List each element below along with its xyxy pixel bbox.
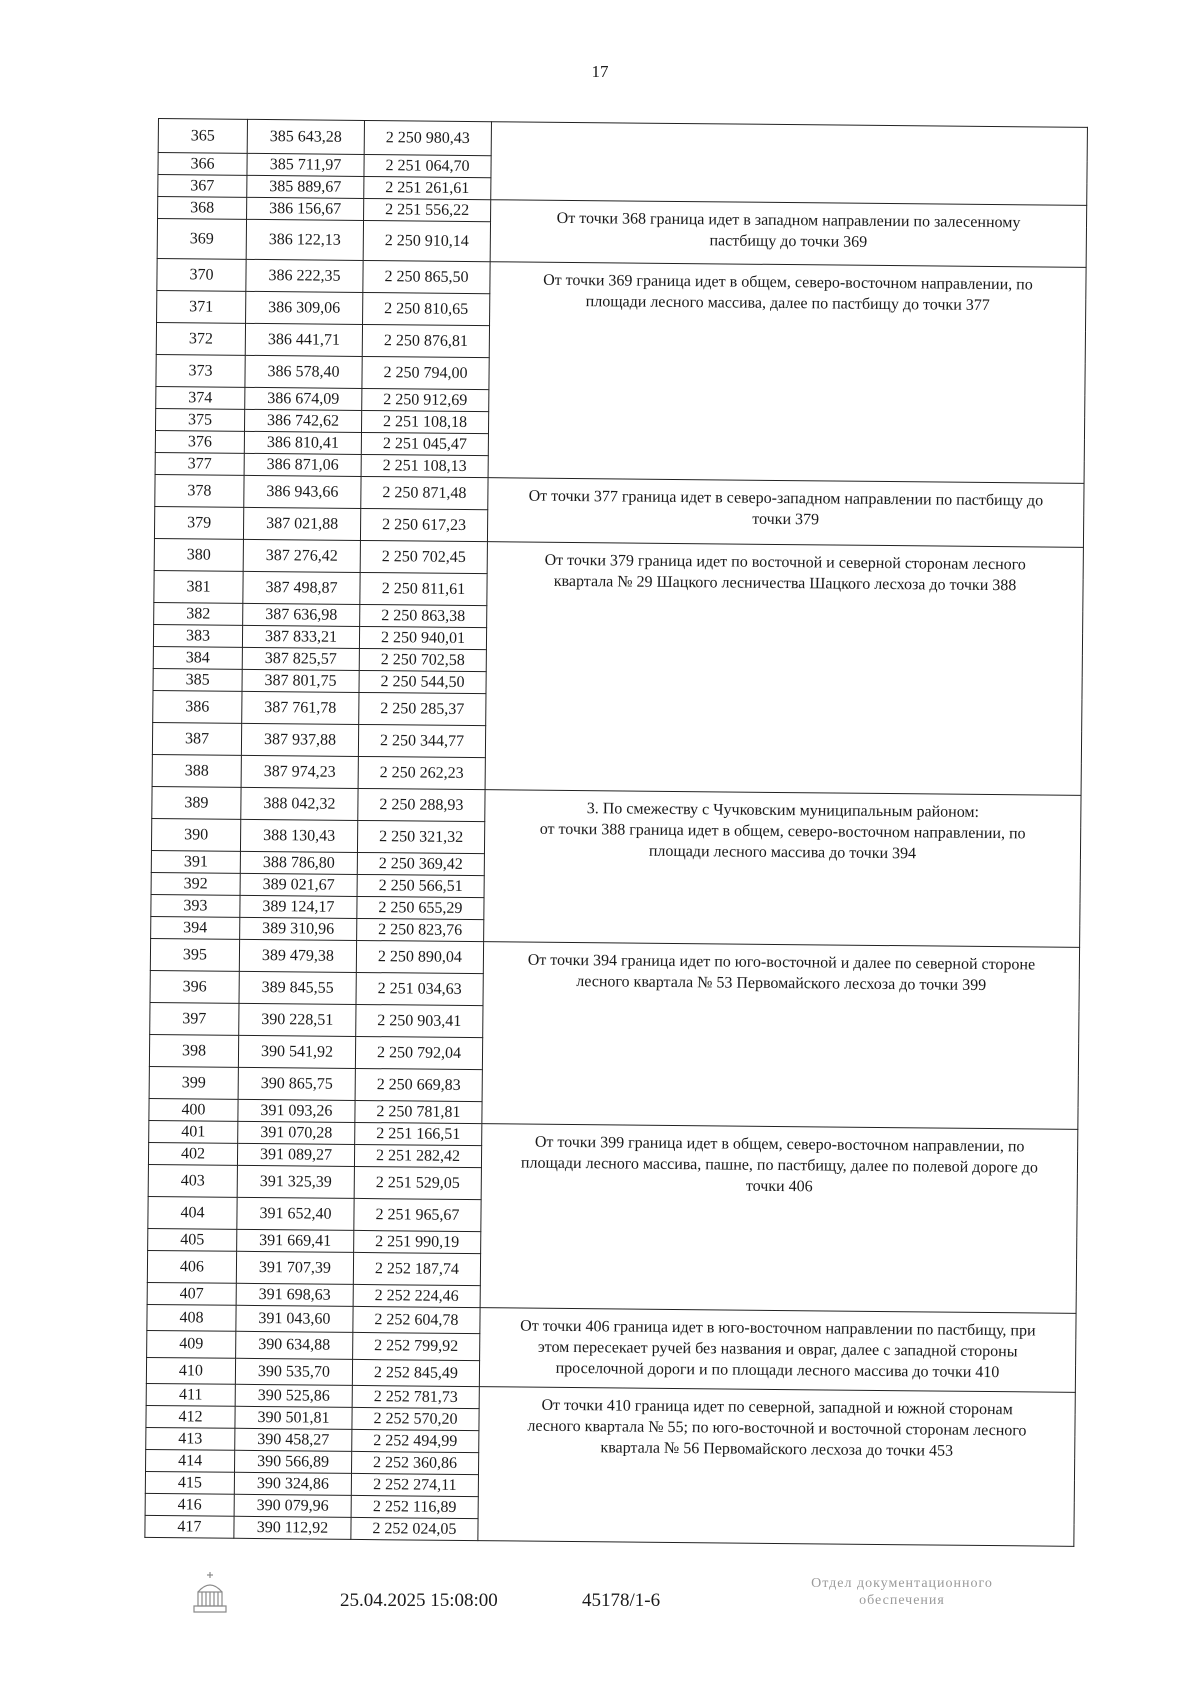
y-coordinate-cell: 2 250 863,38	[360, 604, 487, 627]
boundary-description-cell	[478, 1387, 1075, 1547]
y-coordinate-cell: 2 250 262,23	[358, 756, 485, 789]
y-coordinate-cell: 2 252 224,46	[353, 1284, 480, 1307]
point-number-cell: 400	[149, 1098, 238, 1121]
point-number-cell: 367	[158, 175, 247, 198]
description-line: квартала № 29 Шацкого лесничества Шацкого лесхоза до точки 388	[553, 572, 1017, 595]
x-coordinate-cell: 388 042,32	[241, 787, 358, 820]
point-number-cell: 389	[152, 786, 241, 819]
y-coordinate-cell: 2 251 045,47	[361, 432, 488, 455]
x-coordinate-cell: 391 707,39	[236, 1251, 353, 1284]
y-coordinate-cell: 2 250 617,23	[360, 508, 487, 541]
point-number-cell: 407	[147, 1282, 236, 1305]
description-line: пастбищу до точки 369	[709, 232, 868, 251]
y-coordinate-cell: 2 250 823,76	[357, 918, 484, 941]
y-coordinate-cell: 2 250 910,14	[363, 220, 490, 261]
point-number-cell: 371	[157, 290, 246, 323]
x-coordinate-cell: 390 541,92	[238, 1035, 355, 1068]
point-number-cell: 405	[148, 1228, 237, 1251]
y-coordinate-cell: 2 252 604,78	[353, 1306, 480, 1334]
x-coordinate-cell: 387 937,88	[241, 723, 358, 756]
y-coordinate-cell: 2 250 912,69	[362, 388, 489, 411]
table-body	[145, 119, 1088, 1547]
point-number-cell: 406	[147, 1250, 236, 1283]
x-coordinate-cell: 390 535,70	[235, 1358, 352, 1386]
y-coordinate-cell: 2 251 034,63	[356, 972, 483, 1005]
point-number-cell: 387	[152, 722, 241, 755]
description-line: площади лесного массива, далее по пастбищу до точки 377	[585, 292, 990, 314]
x-coordinate-cell: 386 156,67	[247, 197, 364, 220]
y-coordinate-cell: 2 250 980,43	[364, 120, 491, 155]
y-coordinate-cell: 2 252 781,73	[352, 1386, 479, 1409]
point-number-cell: 401	[149, 1120, 238, 1143]
building-emblem-icon	[190, 1568, 230, 1618]
point-number-cell: 376	[155, 430, 244, 453]
y-coordinate-cell: 2 250 566,51	[357, 874, 484, 897]
y-coordinate-cell: 2 250 781,81	[355, 1100, 482, 1123]
y-coordinate-cell: 2 252 187,74	[353, 1252, 480, 1285]
point-number-cell: 394	[151, 916, 240, 939]
x-coordinate-cell: 386 222,35	[246, 259, 363, 292]
y-coordinate-cell: 2 250 940,01	[359, 626, 486, 649]
footer-department-line: Отдел документационного	[811, 1576, 993, 1591]
point-number-cell: 411	[146, 1384, 235, 1407]
x-coordinate-cell: 391 325,39	[237, 1165, 354, 1198]
description-line: площади лесного массива до точки 394	[648, 842, 917, 862]
y-coordinate-cell: 2 250 794,00	[362, 356, 489, 389]
y-coordinate-cell: 2 250 890,04	[356, 940, 483, 973]
point-number-cell: 390	[151, 818, 240, 851]
footer-department-line: обеспечения	[859, 1592, 945, 1608]
x-coordinate-cell: 386 122,13	[246, 219, 363, 260]
x-coordinate-cell: 387 761,78	[242, 691, 359, 724]
description-line: От точки 399 граница идет в общем, северо-восточном направлении, по	[534, 1133, 1025, 1156]
x-coordinate-cell: 388 130,43	[240, 819, 357, 852]
description-line: От точки 406 граница идет в юго-восточном направлении по пастбищу, при	[520, 1317, 1036, 1340]
x-coordinate-cell: 385 711,97	[247, 153, 364, 176]
point-number-cell: 403	[148, 1164, 237, 1197]
point-number-cell: 398	[149, 1034, 238, 1067]
point-number-cell: 372	[156, 322, 245, 355]
y-coordinate-cell: 2 250 865,50	[363, 260, 490, 293]
y-coordinate-cell: 2 250 903,41	[356, 1004, 483, 1037]
point-number-cell: 410	[146, 1357, 235, 1384]
y-coordinate-cell: 2 250 544,50	[359, 670, 486, 693]
x-coordinate-cell: 390 112,92	[234, 1517, 351, 1540]
point-number-cell: 388	[152, 754, 241, 787]
point-number-cell: 369	[157, 219, 246, 260]
x-coordinate-cell: 389 124,17	[240, 895, 357, 918]
y-coordinate-cell: 2 251 261,61	[364, 176, 491, 199]
x-coordinate-cell: 387 974,23	[241, 755, 358, 788]
x-coordinate-cell: 390 458,27	[235, 1429, 352, 1452]
x-coordinate-cell: 391 089,27	[237, 1143, 354, 1166]
point-number-cell: 378	[155, 474, 244, 507]
point-number-cell: 414	[146, 1450, 235, 1473]
description-line: проселочной дороги и по площади лесного массива до точки 410	[555, 1359, 1000, 1381]
point-number-cell: 413	[146, 1428, 235, 1451]
x-coordinate-cell: 389 845,55	[239, 971, 356, 1004]
y-coordinate-cell: 2 252 024,05	[351, 1518, 478, 1541]
x-coordinate-cell: 390 228,51	[239, 1003, 356, 1036]
page-number: 17	[591, 62, 609, 81]
x-coordinate-cell: 385 643,28	[247, 119, 364, 154]
y-coordinate-cell: 2 250 369,42	[357, 852, 484, 875]
y-coordinate-cell: 2 250 285,37	[359, 692, 486, 725]
x-coordinate-cell: 387 021,88	[243, 507, 360, 540]
description-line: От точки 410 граница идет по северной, западной и южной сторонам	[541, 1397, 1013, 1419]
point-number-cell: 392	[151, 872, 240, 895]
footer-department-watermark	[752, 1576, 1052, 1610]
x-coordinate-cell: 391 669,41	[237, 1229, 354, 1252]
x-coordinate-cell: 391 070,28	[238, 1121, 355, 1144]
x-coordinate-cell: 390 079,96	[234, 1495, 351, 1518]
point-number-cell: 383	[153, 624, 242, 647]
x-coordinate-cell: 390 525,86	[235, 1385, 352, 1408]
boundary-description-cell	[491, 122, 1088, 206]
x-coordinate-cell: 386 943,66	[244, 475, 361, 508]
x-coordinate-cell: 389 479,38	[239, 939, 356, 972]
point-number-cell: 402	[148, 1142, 237, 1165]
x-coordinate-cell: 389 021,67	[240, 873, 357, 896]
point-number-cell: 373	[156, 354, 245, 387]
y-coordinate-cell: 2 251 108,18	[361, 410, 488, 433]
x-coordinate-cell: 391 698,63	[236, 1283, 353, 1306]
description-line: От точки 369 граница идет в общем, северо-восточном направлении, по	[543, 271, 1033, 294]
point-number-cell: 382	[154, 602, 243, 625]
y-coordinate-cell: 2 252 116,89	[351, 1496, 478, 1519]
boundary-coordinates-table	[144, 118, 1088, 1547]
point-number-cell: 396	[150, 970, 239, 1003]
x-coordinate-cell: 386 871,06	[244, 453, 361, 476]
boundary-description-cell	[482, 942, 1080, 1130]
y-coordinate-cell: 2 251 064,70	[364, 154, 491, 177]
description-line: точки 406	[745, 1177, 813, 1195]
description-line: От точки 368 граница идет в западном направлении по залесенному	[556, 209, 1021, 232]
boundary-description-cell	[490, 200, 1087, 268]
x-coordinate-cell: 387 825,57	[242, 647, 359, 670]
y-coordinate-cell: 2 252 494,99	[352, 1430, 479, 1453]
x-coordinate-cell: 390 634,88	[236, 1332, 353, 1360]
x-coordinate-cell: 391 043,60	[236, 1305, 353, 1333]
y-coordinate-cell: 2 250 871,48	[361, 476, 488, 509]
point-number-cell: 375	[156, 408, 245, 431]
point-number-cell: 397	[150, 1002, 239, 1035]
y-coordinate-cell: 2 252 799,92	[353, 1333, 480, 1361]
point-number-cell: 384	[153, 646, 242, 669]
y-coordinate-cell: 2 250 702,45	[360, 540, 487, 573]
x-coordinate-cell: 391 652,40	[237, 1197, 354, 1230]
description-line: От точки 394 граница идет по юго-восточной и далее по северной стороне	[527, 951, 1036, 974]
point-number-cell: 393	[151, 894, 240, 917]
description-line: площади лесного массива, пашне, по пастбищу, далее по полевой дороге до	[520, 1154, 1039, 1177]
y-coordinate-cell: 2 250 810,65	[363, 292, 490, 325]
y-coordinate-cell: 2 251 282,42	[354, 1144, 481, 1167]
boundary-description-cell	[487, 478, 1084, 548]
footer-date: 25.04.2025 15:08:00	[340, 1590, 498, 1611]
x-coordinate-cell: 386 309,06	[246, 291, 363, 324]
x-coordinate-cell: 386 441,71	[245, 323, 362, 356]
point-number-cell: 370	[157, 258, 246, 291]
boundary-description-cell	[484, 790, 1081, 948]
x-coordinate-cell: 387 801,75	[242, 669, 359, 692]
y-coordinate-cell: 2 251 556,22	[364, 198, 491, 221]
y-coordinate-cell: 2 250 321,32	[357, 820, 484, 853]
description-line: 3. По смежеству с Чучковским муниципальным районом:	[586, 800, 980, 821]
y-coordinate-cell: 2 251 166,51	[355, 1122, 482, 1145]
y-coordinate-cell: 2 250 792,04	[355, 1036, 482, 1069]
point-number-cell: 415	[145, 1472, 234, 1495]
description-line: От точки 379 граница идет по восточной и северной сторонам лесного	[544, 551, 1026, 574]
point-number-cell: 417	[145, 1516, 234, 1539]
point-number-cell: 416	[145, 1494, 234, 1517]
boundary-description-cell	[488, 262, 1086, 484]
y-coordinate-cell: 2 250 876,81	[362, 324, 489, 357]
description-line: от точки 388 граница идет в общем, северо-восточном направлении, по	[539, 820, 1026, 843]
point-number-cell: 379	[154, 506, 243, 539]
description-line: этом пересекает ручей без названия и овраг, далее с западной стороны	[537, 1338, 1018, 1361]
x-coordinate-cell: 390 324,86	[234, 1473, 351, 1496]
y-coordinate-cell: 2 252 274,11	[351, 1474, 478, 1497]
y-coordinate-cell: 2 252 570,20	[352, 1408, 479, 1431]
point-number-cell: 404	[148, 1196, 237, 1229]
x-coordinate-cell: 390 566,89	[234, 1451, 351, 1474]
x-coordinate-cell: 387 498,87	[243, 571, 360, 604]
description-line: лесного квартала № 53 Первомайского лесхоза до точки 399	[576, 972, 987, 994]
x-coordinate-cell: 390 865,75	[238, 1067, 355, 1100]
x-coordinate-cell: 387 276,42	[243, 539, 360, 572]
point-number-cell: 409	[147, 1331, 236, 1358]
y-coordinate-cell: 2 251 529,05	[354, 1166, 481, 1199]
y-coordinate-cell: 2 250 344,77	[358, 724, 485, 757]
point-number-cell: 399	[149, 1066, 238, 1099]
description-line: точки 379	[752, 510, 820, 529]
point-number-cell: 391	[151, 850, 240, 873]
x-coordinate-cell: 386 810,41	[244, 431, 361, 454]
y-coordinate-cell: 2 252 845,49	[352, 1359, 479, 1387]
x-coordinate-cell: 387 636,98	[243, 603, 360, 626]
y-coordinate-cell: 2 252 360,86	[351, 1452, 478, 1475]
x-coordinate-cell: 390 501,81	[235, 1407, 352, 1430]
y-coordinate-cell: 2 251 965,67	[354, 1198, 481, 1231]
point-number-cell: 395	[150, 938, 239, 971]
point-number-cell: 381	[154, 570, 243, 603]
y-coordinate-cell: 2 250 811,61	[360, 572, 487, 605]
point-number-cell: 374	[156, 386, 245, 409]
point-number-cell: 368	[158, 197, 247, 220]
x-coordinate-cell: 385 889,67	[247, 175, 364, 198]
y-coordinate-cell: 2 251 990,19	[354, 1230, 481, 1253]
x-coordinate-cell: 389 310,96	[240, 917, 357, 940]
x-coordinate-cell: 386 578,40	[245, 355, 362, 388]
x-coordinate-cell: 388 786,80	[240, 851, 357, 874]
point-number-cell: 380	[154, 538, 243, 571]
x-coordinate-cell: 386 742,62	[244, 409, 361, 432]
point-number-cell: 412	[146, 1406, 235, 1429]
y-coordinate-cell: 2 250 702,58	[359, 648, 486, 671]
point-number-cell: 408	[147, 1304, 236, 1331]
point-number-cell: 385	[153, 668, 242, 691]
y-coordinate-cell: 2 250 288,93	[358, 788, 485, 821]
description-line: лесного квартала № 55; по юго-восточной и восточной сторонам лесного	[527, 1417, 1027, 1440]
description-line: квартала № 56 Первомайского лесхоза до точки 453	[600, 1439, 954, 1460]
point-number-cell: 377	[155, 452, 244, 475]
x-coordinate-cell: 391 093,26	[238, 1099, 355, 1122]
x-coordinate-cell: 387 833,21	[242, 625, 359, 648]
boundary-description-cell	[479, 1308, 1076, 1393]
x-coordinate-cell: 386 674,09	[245, 387, 362, 410]
y-coordinate-cell: 2 251 108,13	[361, 454, 488, 477]
footer-document-code: 45178/1-6	[582, 1590, 661, 1611]
y-coordinate-cell: 2 250 669,83	[355, 1068, 482, 1101]
description-line: От точки 377 граница идет в северо-западном направлении по пастбищу до	[528, 487, 1044, 510]
y-coordinate-cell: 2 250 655,29	[357, 896, 484, 919]
point-number-cell: 386	[153, 690, 242, 723]
boundary-description-cell	[485, 542, 1083, 796]
boundary-description-cell	[480, 1124, 1078, 1314]
point-number-cell: 366	[158, 153, 247, 176]
point-number-cell: 365	[158, 119, 247, 154]
